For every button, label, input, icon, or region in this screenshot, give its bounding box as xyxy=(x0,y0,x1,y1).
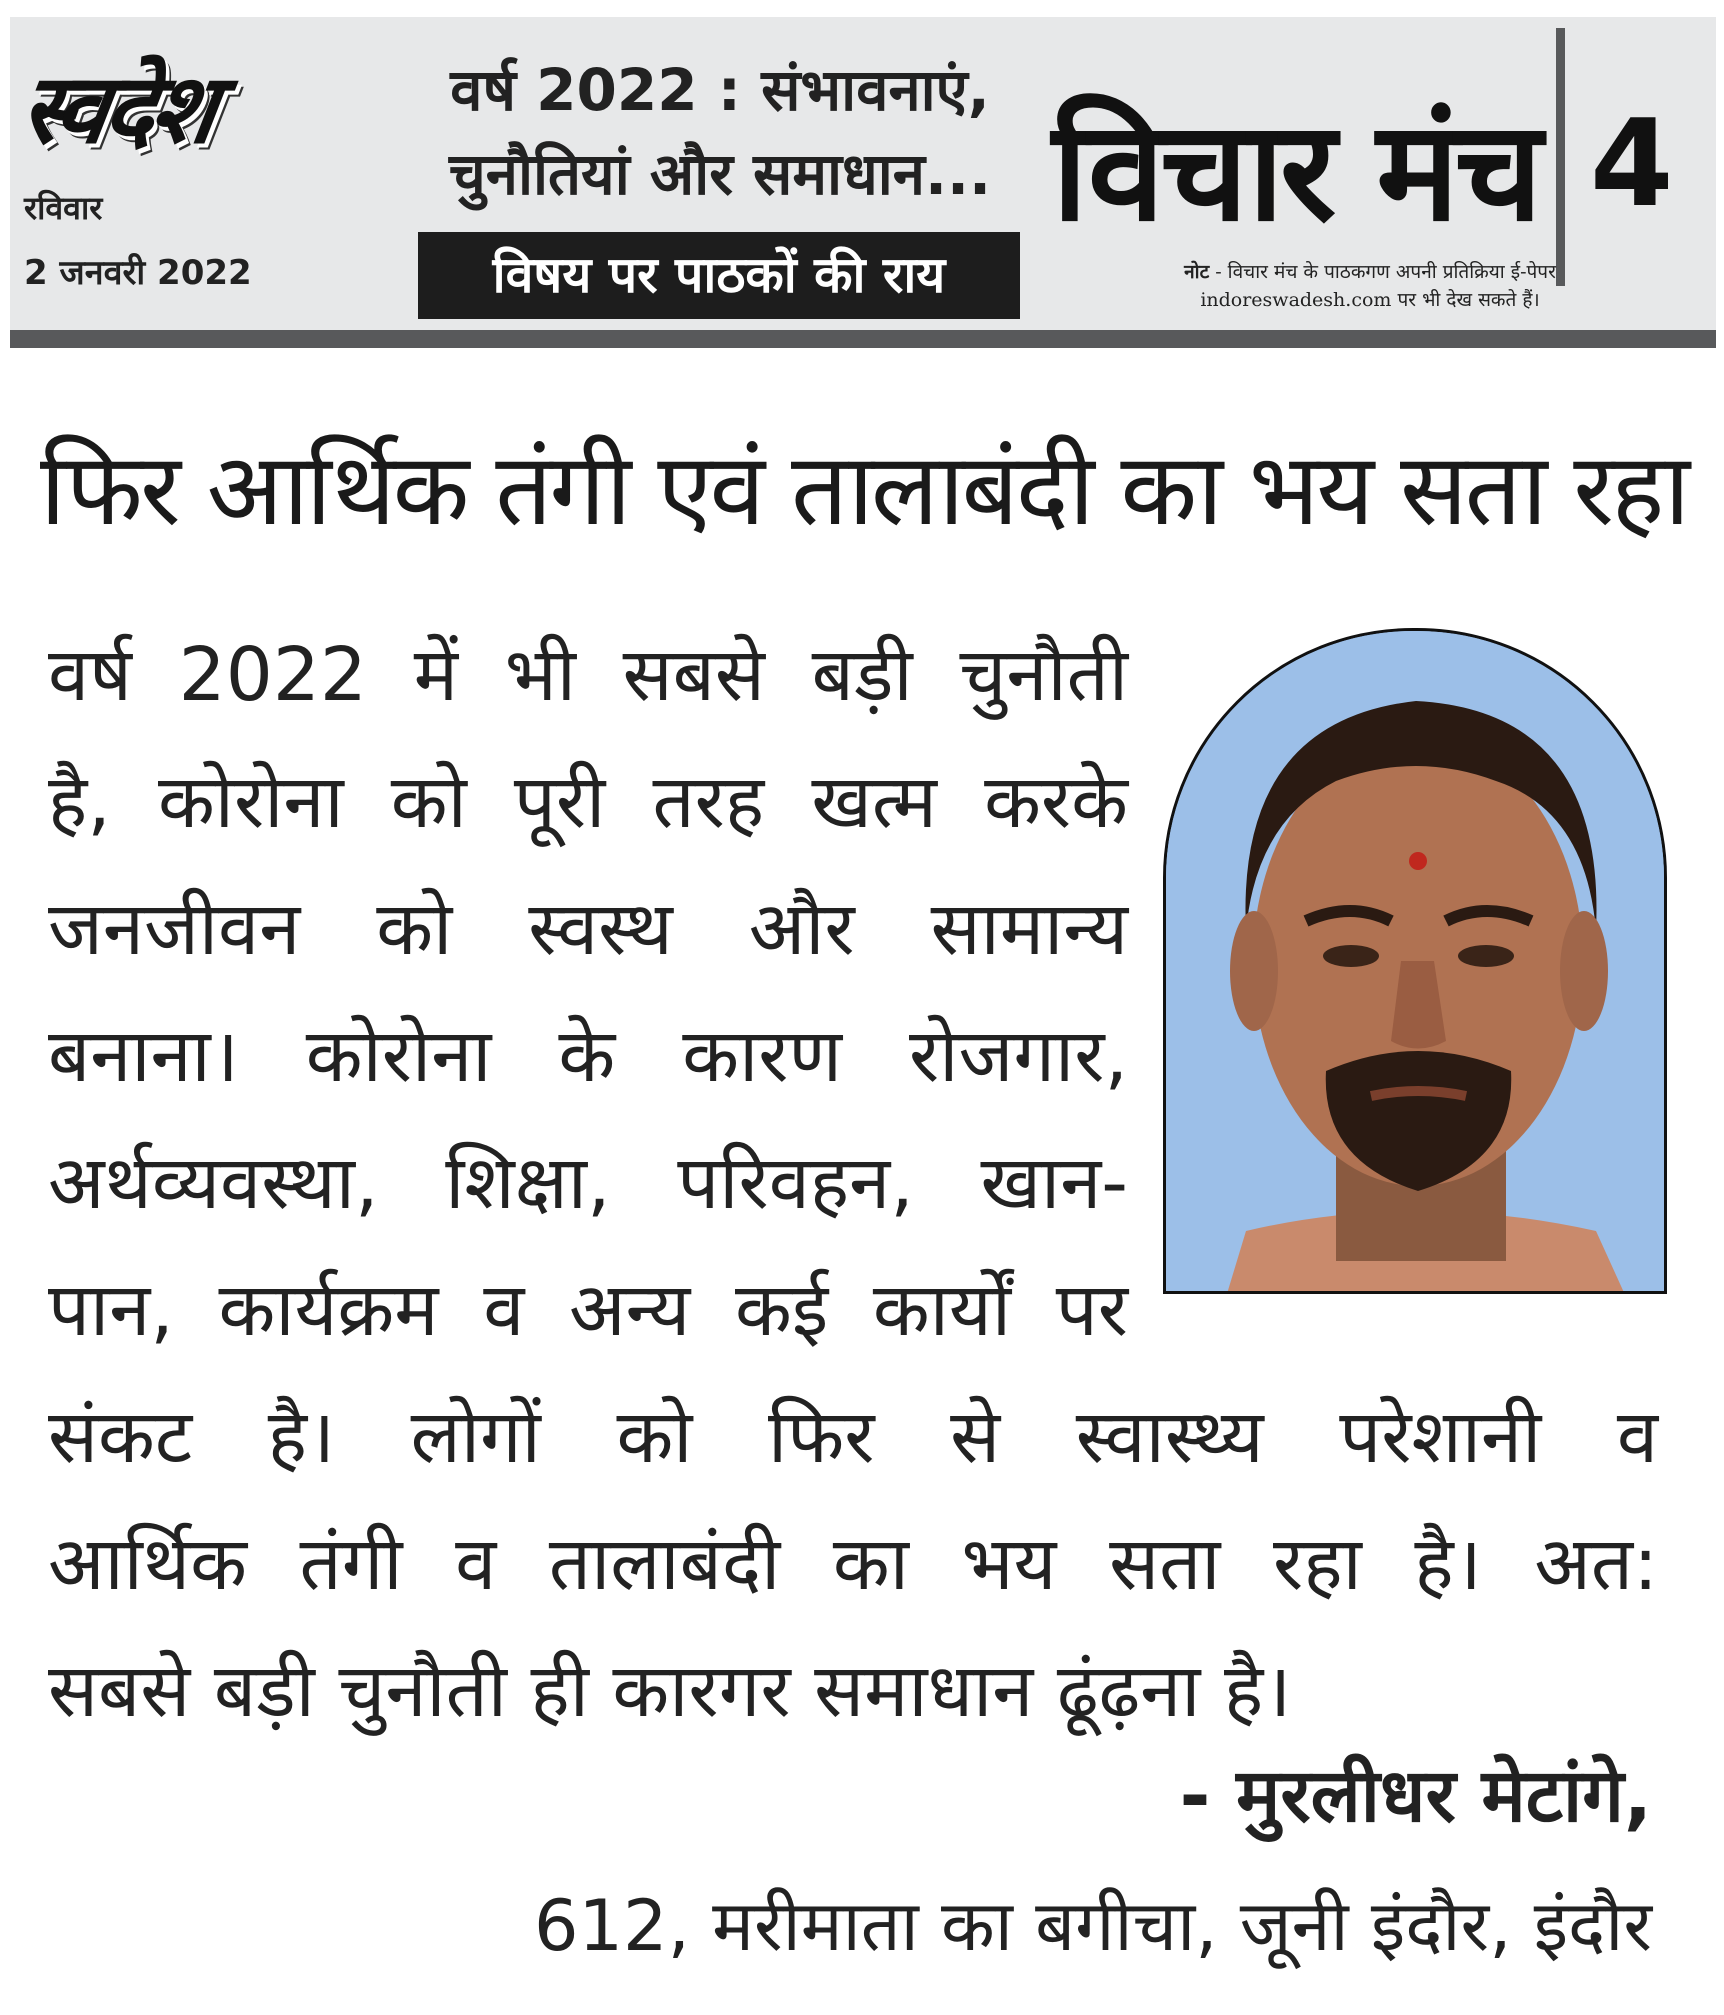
reader-note xyxy=(1070,258,1670,314)
note-label: नोट xyxy=(1184,261,1210,283)
body-line: जनजीवन को स्वस्थ और सामान्य xyxy=(48,886,1128,972)
body-line: वर्ष 2022 में भी सबसे बड़ी चुनौती xyxy=(48,632,1128,718)
topic-heading xyxy=(420,48,1020,216)
page-number: 4 xyxy=(1590,95,1674,234)
issue-date: 2 जनवरी 2022 xyxy=(24,253,252,293)
website-link[interactable]: indoreswadesh.com xyxy=(1200,289,1392,311)
body-line: संकट है। लोगों को फिर से स्वास्थ्य परेशानी व xyxy=(48,1394,1658,1480)
author-name: - मुरलीधर मेटांगे, xyxy=(1179,1753,1652,1839)
topic-subtitle: विषय पर पाठकों की राय xyxy=(418,232,1020,319)
note-text-1: - विचार मंच के पाठकगण अपनी प्रतिक्रिया ई-पेपर xyxy=(1209,261,1556,283)
newspaper-logo: स्वदेश xyxy=(13,53,221,165)
note-text-2: पर भी देख सकते हैं। xyxy=(1391,289,1540,311)
body-line: अर्थव्यवस्था, शिक्षा, परिवहन, खान- xyxy=(48,1140,1128,1226)
article-body xyxy=(48,612,1658,1755)
topic-line-2: चुनौतियां और समाधान... xyxy=(448,140,992,208)
body-line: आर्थिक तंगी व तालाबंदी का भय सता रहा है। अत: xyxy=(48,1521,1658,1607)
issue-day: रविवार xyxy=(24,189,103,227)
section-divider xyxy=(1556,28,1565,286)
body-line: सबसे बड़ी चुनौती ही कारगर समाधान ढूंढ़ना है। xyxy=(48,1648,1292,1734)
body-line: पान, कार्यक्रम व अन्य कई कार्यों पर xyxy=(48,1267,1128,1353)
section-title: विचार मंच xyxy=(1052,91,1539,252)
body-line: बनाना। कोरोना के कारण रोजगार, xyxy=(48,1013,1128,1099)
masthead-divider xyxy=(10,330,1716,348)
author-address: 612, मरीमाता का बगीचा, जूनी इंदौर, इंदौर xyxy=(533,1885,1652,1967)
body-line: है, कोरोना को पूरी तरह खत्म करके xyxy=(48,759,1128,845)
article-headline: फिर आर्थिक तंगी एवं तालाबंदी का भय सता रहा xyxy=(40,431,1688,548)
topic-line-1: वर्ष 2022 : संभावनाएं, xyxy=(450,56,990,124)
